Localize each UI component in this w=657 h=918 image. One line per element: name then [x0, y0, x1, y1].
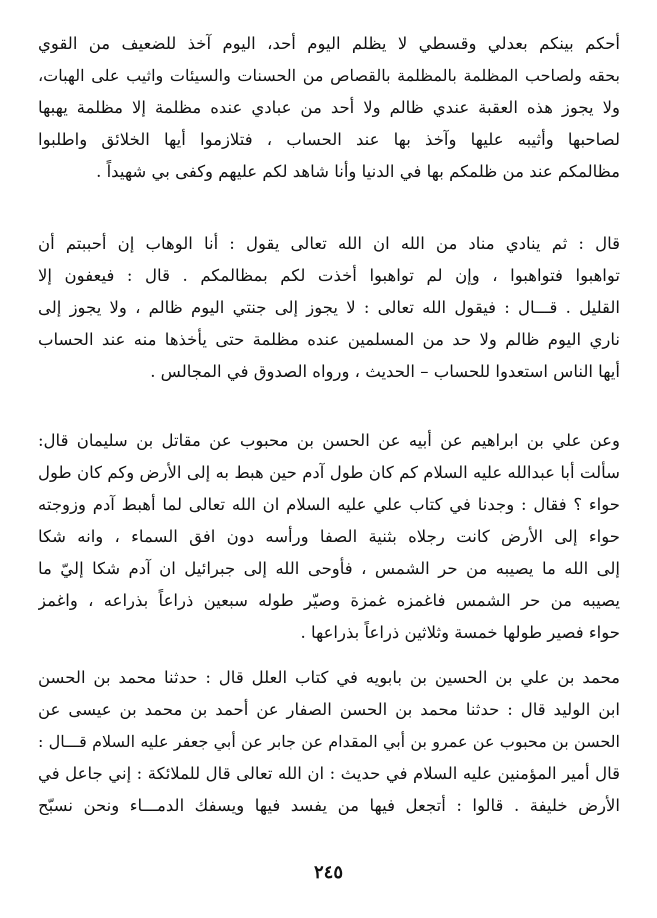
- text-line: إلى الله ما يصيبه من حر الشمس ، فأوحى الله إلى جبرائيل ان آدم شكا إليّ ما: [38, 559, 620, 578]
- text-line: مظالمكم عند من ظلمكم بها في الدنيا وأنا شاهد لكم عليهم وكفى بي شهيداً .: [96, 162, 620, 181]
- text-line: الأرض خليفة . قالوا : أتجعل فيها من يفسد فيها ويسفك الدمـــاء ونحن نسبّح: [38, 796, 620, 815]
- text-line: القليل . قـــال : فيقول الله تعالى : لا يجوز إلى جنتي اليوم ظالم ، ولا يجوز إلى: [38, 298, 620, 317]
- text-line: حواء إلى الأرض كانت رجلاه بثنية الصفا ورأسه دون افق السماء ، وانه شكا: [38, 527, 620, 546]
- page-number: ٢٤٥: [313, 862, 343, 883]
- text-line: أحكم بينكم بعدلي وقسطي لا يظلم اليوم أحد، اليوم آخذ للضعيف من القوي: [38, 34, 620, 53]
- text-line: يصيبه من حر الشمس فاغمزه غمزة وصيّر طوله سبعين ذراعاً بذراعه ، واغمز: [38, 591, 620, 610]
- paragraph-4: [38, 662, 620, 822]
- text-line: أيها الناس استعدوا للحساب – الحديث ، ورواه الصدوق في المجالس .: [150, 362, 620, 381]
- text-line: الحسن بن محبوب عن عمرو بن أبي المقدام عن جابر عن أبي جعفر عليه السلام قـــال :: [38, 732, 620, 751]
- text-line: حواء فصير طولها خمسة وثلاثين ذراعاً بذراعها .: [300, 623, 620, 642]
- text-line: قال أمير المؤمنين عليه السلام في حديث : ان الله تعالى قال للملائكة : إني جاعل في: [38, 764, 620, 783]
- text-line: محمد بن علي بن الحسين بن بابويه في كتاب العلل قال : حدثنا محمد بن الحسن: [38, 668, 620, 687]
- text-line: قال : ثم ينادي مناد من الله ان الله تعالى يقول : أنا الوهاب إن أحببتم أن: [38, 234, 620, 253]
- text-line: حواء ؟ فقال : وجدنا في كتاب علي عليه السلام ان الله تعالى لما أهبط آدم وزوجته: [38, 495, 620, 514]
- paragraph-2: [38, 228, 620, 388]
- text-line: سألت أبا عبدالله عليه السلام كم كان طول آدم حين هبط به إلى الأرض وكم كان طول: [38, 463, 620, 482]
- text-line: ناري اليوم ظالم ولا حد من المسلمين عنده مظلمة حتى يأخذها منه عند الحساب: [38, 330, 620, 349]
- text-line: بحقه ولصاحب المظلمة بالمظلمة بالقصاص من الحسنات والسيئات واثيب على الهبات،: [38, 66, 620, 85]
- text-line: ولا يجوز هذه العقبة عندي ظالم ولا أحد من عبادي عنده مظلمة إلا مظلمة يهبها: [38, 98, 620, 117]
- text-line: وعن علي بن ابراهيم عن أبيه عن الحسن بن محبوب عن مقاتل بن سليمان قال:: [38, 431, 620, 450]
- text-line: تواهبوا فتواهبوا ، وإن لم تواهبوا أخذت لكم بمظالمكم . قال : فيعفون إلا: [38, 266, 620, 285]
- text-line: لصاحبها وأثيبه عليها وآخذ بها عند الحساب ، فتلازموا أيها الخلائق واطلبوا: [38, 130, 620, 149]
- text-line: ابن الوليد قال : حدثنا محمد بن الحسن الصفار عن أحمد بن محمد بن عيسى عن: [38, 700, 620, 719]
- paragraph-1: [38, 28, 620, 188]
- paragraph-3: [38, 425, 620, 649]
